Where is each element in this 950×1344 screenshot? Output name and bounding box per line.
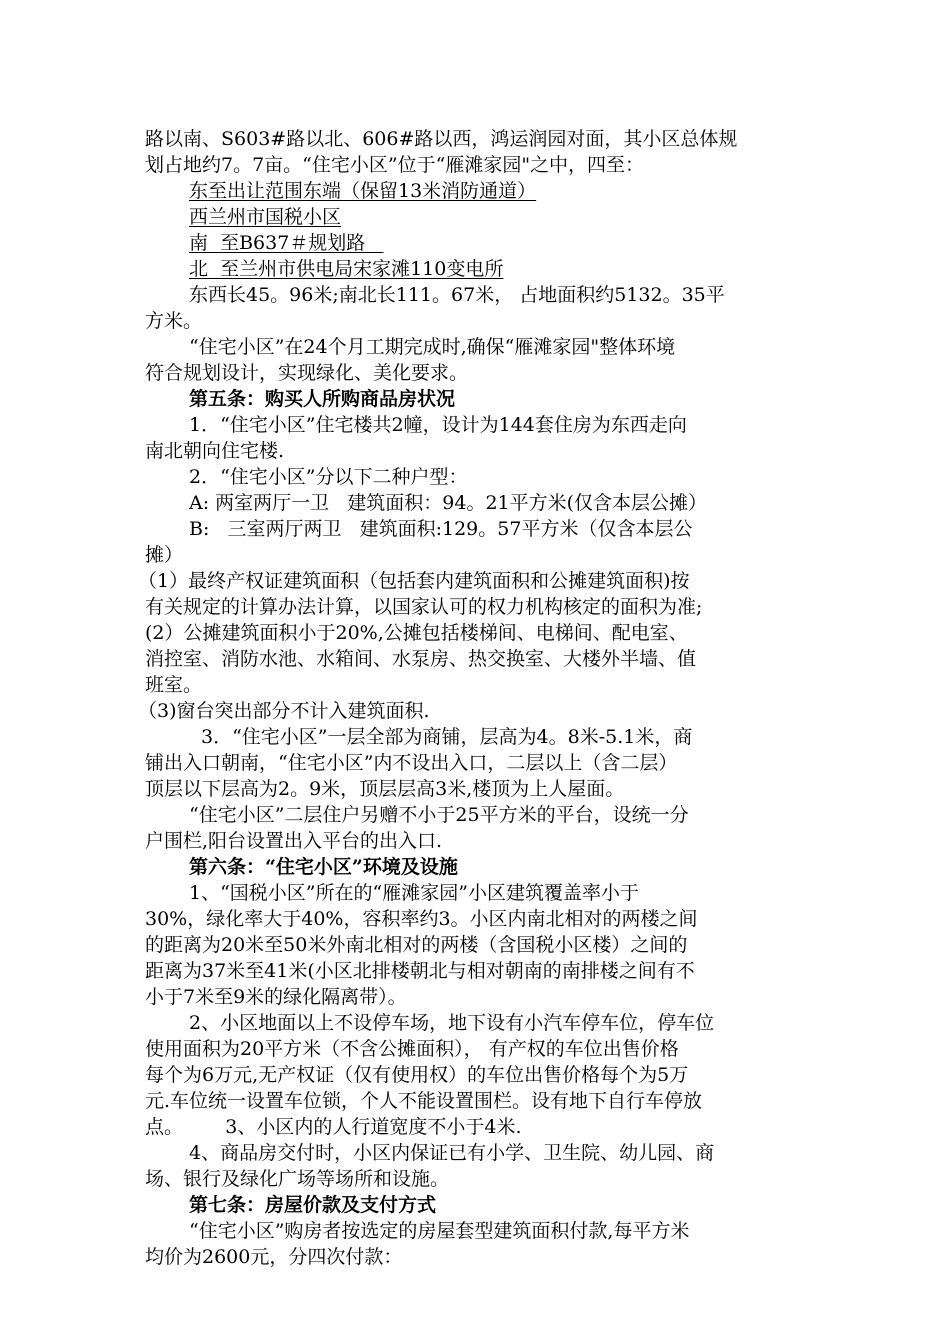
paragraph-line: 路以南、S603#路以北、606#路以西，鸿运润园对面，其小区总体规 [145, 128, 738, 150]
boundary-east [145, 178, 810, 204]
paragraph-line: 顶层以下层高为2。9米，顶层层高3米,楼顶为上人屋面。 [145, 778, 625, 800]
paragraph-line: 有关规定的计算办法计算，以国家认可的权力机构核定的面积为准; [145, 596, 703, 618]
unit-type-a: A: 两室两厅一卫 建筑面积：94。21平方米(仅含本层公摊） [189, 492, 708, 514]
paragraph-line: 4、商品房交付时，小区内保证已有小学、卫生院、幼儿园、商 [189, 1142, 715, 1164]
paragraph-line: “住宅小区”在24个月工期完成时,确保“雁滩家园"整体环境 [189, 336, 676, 358]
section-heading-6: 第六条：“住宅小区”环境及设施 [189, 856, 458, 878]
boundary-west-text: 西兰州市国税小区 [189, 206, 342, 228]
paragraph-line: 使用面积为20平方米（不含公摊面积）， 有产权的车位出售价格 [145, 1038, 679, 1060]
paragraph-line: 1、“国税小区”所在的“雁滩家园”小区建筑覆盖率小于 [189, 882, 639, 904]
unit-type-b: B: 三室两厅两卫 建筑面积:129。57平方米（仅含本层公 [189, 518, 693, 540]
paragraph-line: 的距离为20米至50米外南北相对的两楼（含国税小区楼）之间的 [145, 934, 688, 956]
boundary-west [145, 204, 810, 230]
paragraph-line: 1．“住宅小区”住宅楼共2幢，设计为144套住房为东西走向 [189, 414, 687, 436]
boundary-north [145, 256, 810, 282]
paragraph-line: 每个为6万元,无产权证（仅有使用权）的车位出售价格每个为5万 [145, 1064, 689, 1086]
paragraph-line: 符合规划设计，实现绿化、美化要求。 [145, 362, 469, 384]
paragraph-line: 30%，绿化率大于40%，容积率约3。小区内南北相对的两楼之间 [145, 908, 698, 930]
paragraph-line: 南北朝向住宅楼. [145, 440, 285, 462]
paragraph-line: 消控室、消防水池、水箱间、水泵房、热交换室、大楼外半墙、值 [145, 648, 697, 670]
paragraph-line: 3．“住宅小区”一层全部为商铺，层高为4。8米-5.1米，商 [201, 726, 693, 748]
paragraph-line: 距离为37米至41米(小区北排楼朝北与相对朝南的南排楼之间有不 [145, 960, 695, 982]
paragraph-line: 户围栏,阳台设置出入平台的出入口. [145, 830, 443, 852]
document-page [138, 126, 810, 1270]
paragraph-line: “住宅小区”二层住户另赠不小于25平方米的平台，设统一分 [189, 804, 689, 826]
paragraph-line: (2）公摊建筑面积小于20%,公摊包括楼梯间、电梯间、配电室、 [145, 622, 688, 644]
paragraph-line: 元.车位统一设置车位锁，个人不能设置围栏。设有地下自行车停放 [145, 1090, 703, 1112]
paragraph-line: 均价为2600元，分四次付款： [145, 1246, 403, 1268]
boundary-east-text: 东至出让范围东端（保留13米消防通道） [189, 180, 537, 202]
paragraph-line: 划占地约7。7亩。“住宅小区”位于“雁滩家园"之中，四至： [145, 154, 645, 176]
section-heading-7: 第七条：房屋价款及支付方式 [189, 1194, 437, 1216]
paragraph-line: 摊） [145, 544, 184, 566]
paragraph-line: （1）最终产权证建筑面积（包括套内建筑面积和公摊建筑面积)按 [138, 570, 690, 592]
paragraph-line: 方米。 [145, 310, 203, 332]
paragraph-line: 小于7米至9米的绿化隔离带）。 [145, 986, 407, 1008]
paragraph-line: “住宅小区”购房者按选定的房屋套型建筑面积付款,每平方米 [189, 1220, 690, 1242]
paragraph-line: 2、小区地面以上不设停车场，地下设有小汽车停车位，停车位 [189, 1012, 715, 1034]
boundary-south-text: 南 至B637＃规划路 [189, 232, 384, 254]
paragraph-line: 场、银行及绿化广场等场所和设施。 [145, 1168, 450, 1190]
boundary-south [145, 230, 810, 256]
paragraph-line: 点。 3、小区内的人行道宽度不小于4米. [145, 1116, 522, 1138]
paragraph-line: 班室。 [145, 674, 203, 696]
paragraph-line: （3)窗台突出部分不计入建筑面积. [138, 700, 430, 722]
paragraph-line: 2．“住宅小区”分以下二种户型： [189, 466, 468, 488]
paragraph-line: 铺出入口朝南，“住宅小区”内不设出入口，二层以上（含二层） [145, 752, 678, 774]
paragraph-line: 东西长45。96米;南北长111。67米， 占地面积约5132。35平 [189, 284, 725, 306]
boundary-north-text: 北 至兰州市供电局宋家滩110变电所 [189, 258, 504, 280]
section-heading-5: 第五条：购买人所购商品房状况 [189, 388, 456, 410]
